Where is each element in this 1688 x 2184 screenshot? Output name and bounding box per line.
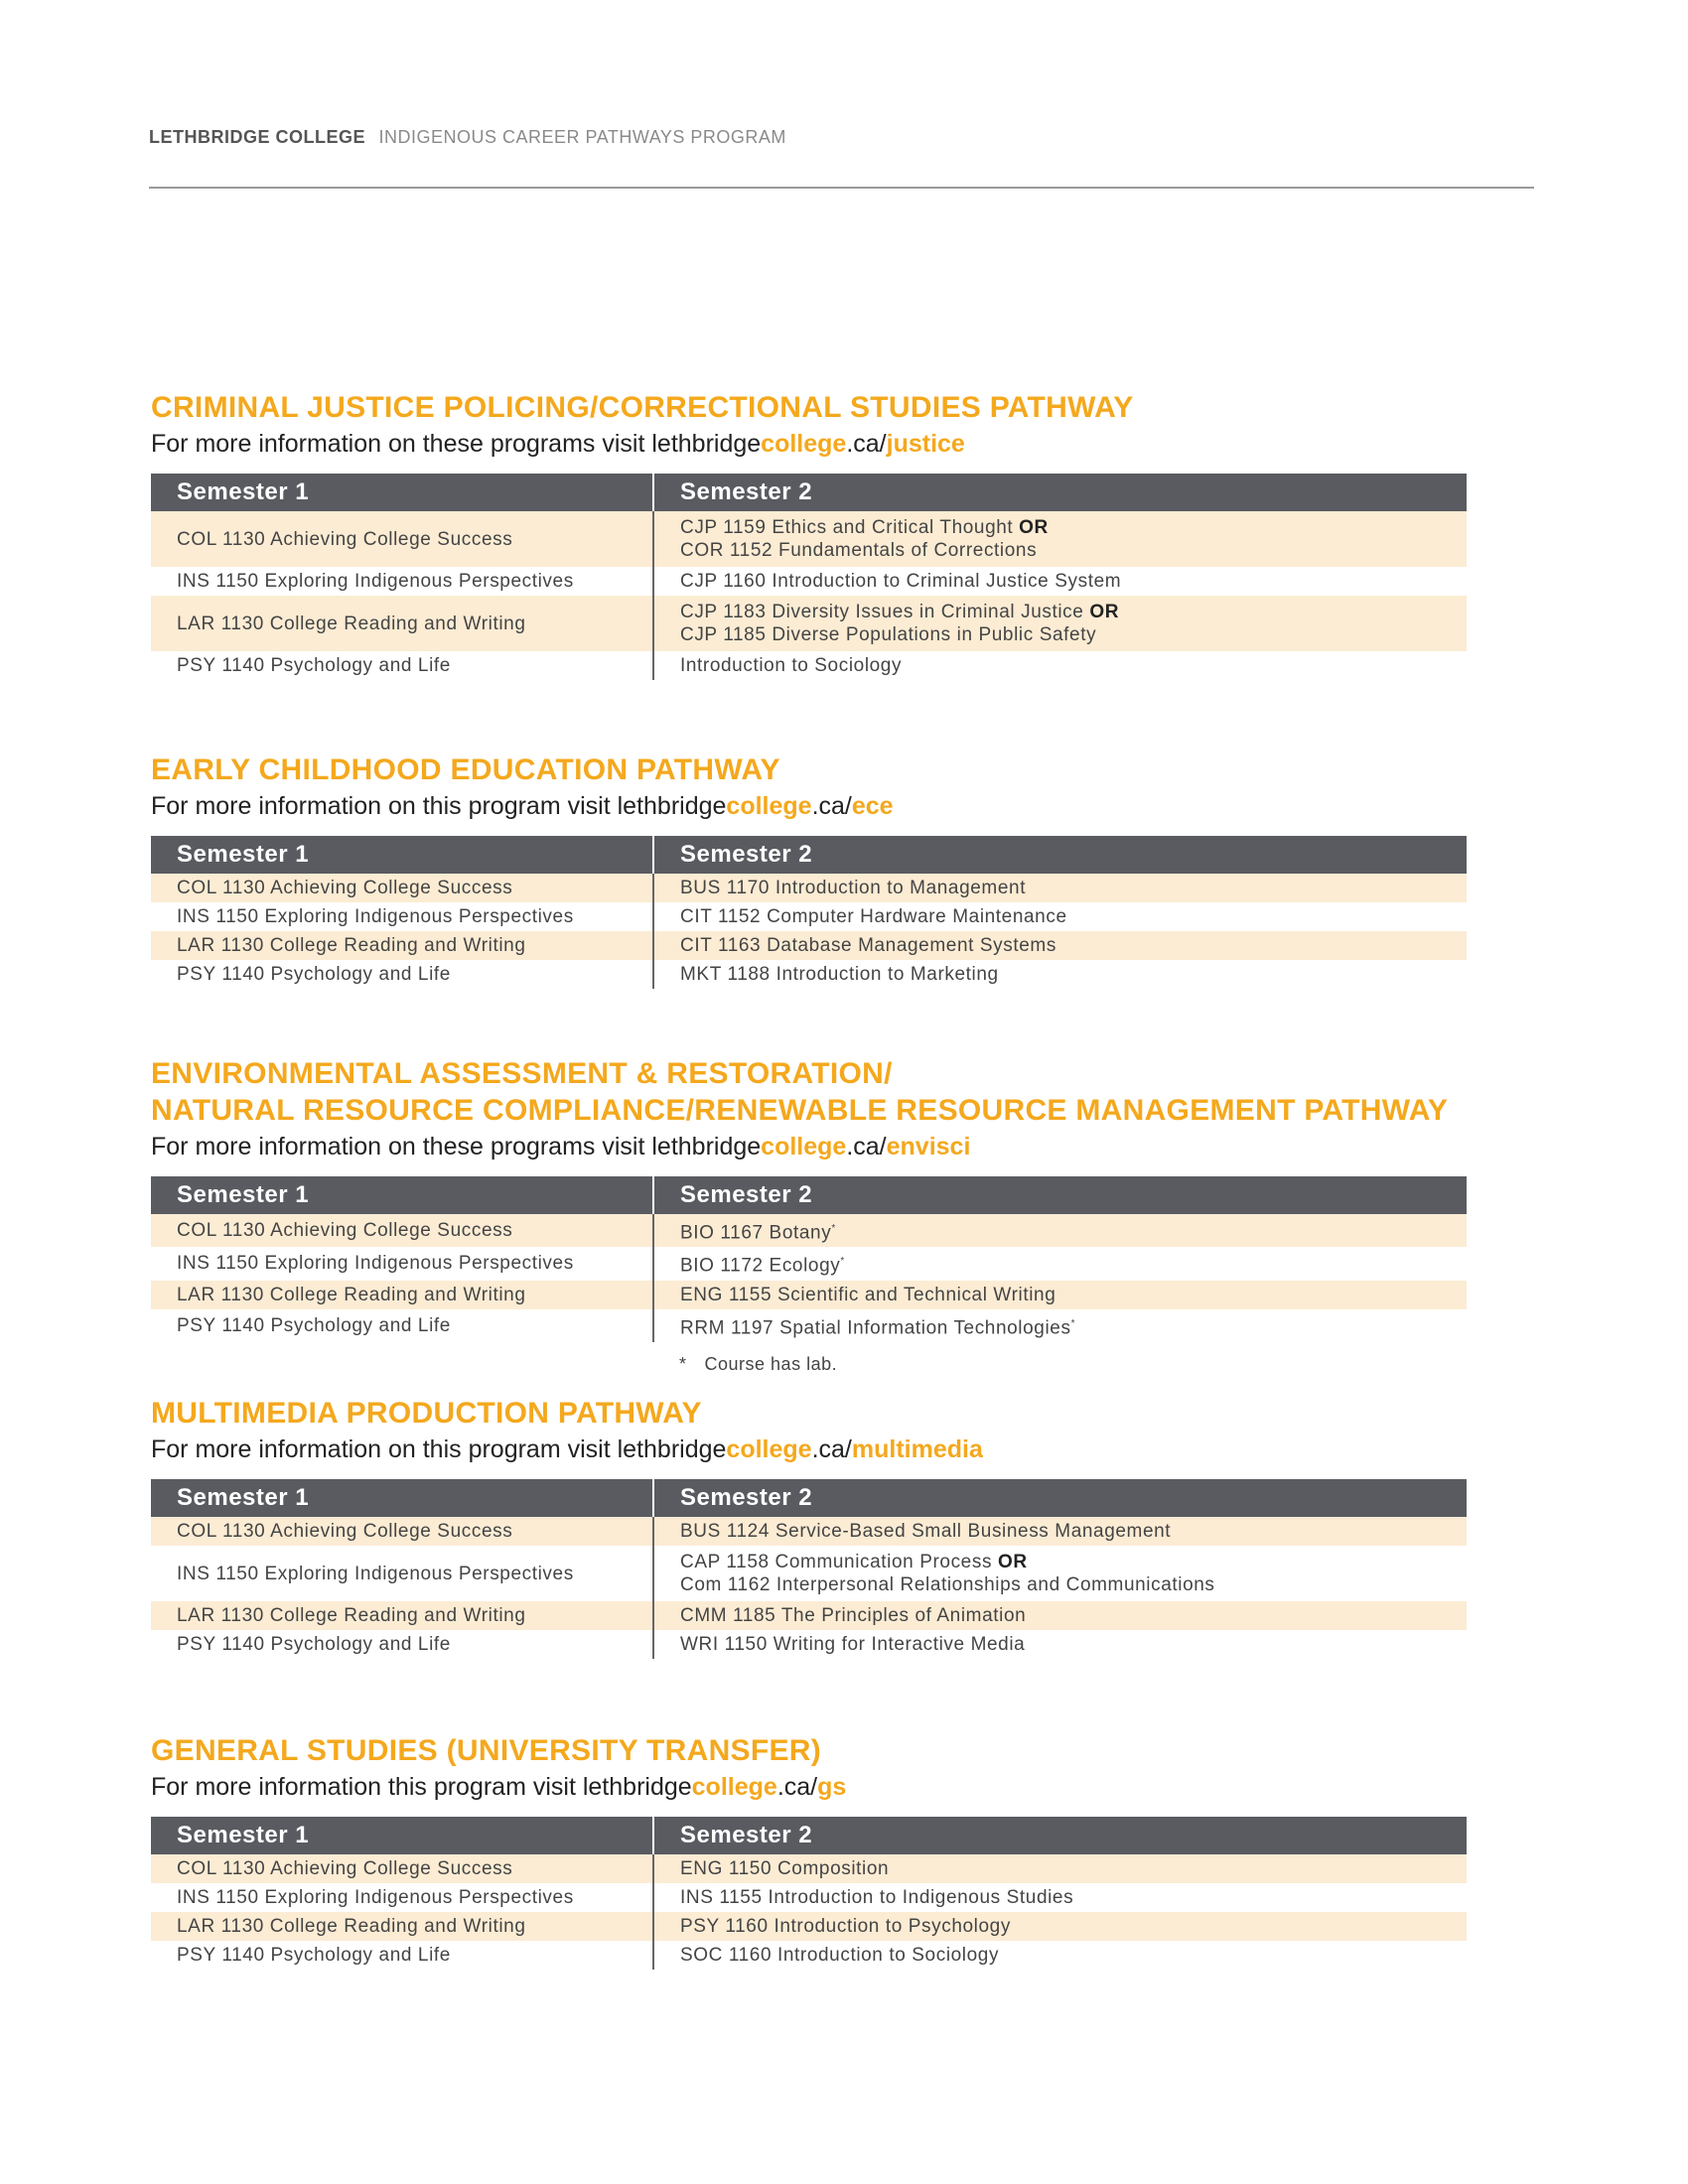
info-domain: .ca/ (846, 1133, 887, 1160)
table-row (151, 960, 1467, 989)
schedule-table (151, 474, 1467, 680)
table-row (151, 902, 1467, 931)
table-row (151, 511, 1467, 567)
table-row (151, 1281, 1467, 1309)
sem2-course (653, 511, 1467, 567)
lab-marker: * (1070, 1317, 1076, 1329)
course-option-b: COR 1152 Fundamentals of Corrections (680, 540, 1038, 561)
table-header-row (151, 474, 1467, 511)
section-info (151, 1433, 1541, 1465)
sem2-course (653, 1546, 1467, 1601)
course-option-b: CJP 1185 Diverse Populations in Public Safety (680, 624, 1097, 645)
or-label: OR (997, 1552, 1028, 1572)
lab-footnote (679, 1354, 1541, 1375)
section-environmental (151, 1055, 1541, 1375)
page-header (149, 127, 786, 148)
table-row (151, 1630, 1467, 1659)
header-program: INDIGENOUS CAREER PATHWAYS PROGRAM (378, 127, 786, 147)
info-text: For more information on this program visit lethbridge (151, 792, 727, 820)
section-multimedia (151, 1395, 1541, 1659)
table-row (151, 1912, 1467, 1941)
table-row (151, 1517, 1467, 1546)
info-link-gs[interactable]: gs (817, 1773, 847, 1801)
table-row (151, 1601, 1467, 1630)
table-header-row (151, 1176, 1467, 1214)
semester-1-header: Semester 1 (151, 474, 653, 511)
course-option-b: Com 1162 Interpersonal Relationships and Communications (680, 1574, 1215, 1595)
table-row (151, 567, 1467, 596)
sem1-course: PSY 1140 Psychology and Life (177, 964, 451, 985)
sem2-course: Introduction to Sociology (653, 651, 1467, 680)
semester-2-header: Semester 2 (653, 474, 1467, 511)
table-row (151, 1854, 1467, 1883)
info-text: For more information on these programs visit lethbridge (151, 1133, 762, 1160)
sem2-course: CJP 1160 Introduction to Criminal Justice System (653, 567, 1467, 596)
table-header-row (151, 836, 1467, 874)
info-domain: .ca/ (776, 1773, 818, 1801)
table-row (151, 1883, 1467, 1912)
course-option-a: CJP 1183 Diversity Issues in Criminal Justice (680, 602, 1084, 622)
course-option-a: CAP 1158 Communication Process (680, 1552, 993, 1572)
section-title: GENERAL STUDIES (UNIVERSITY TRANSFER) (151, 1734, 822, 1767)
table-row (151, 1546, 1467, 1601)
table-header-row (151, 1817, 1467, 1854)
header-college: LETHBRIDGE COLLEGE (149, 127, 366, 147)
sem2-course: PSY 1160 Introduction to Psychology (653, 1912, 1467, 1941)
sem1-course: LAR 1130 College Reading and Writing (151, 596, 653, 651)
semester-2-header: Semester 2 (653, 836, 1467, 874)
section-info (151, 428, 1541, 460)
sem2-course: INS 1155 Introduction to Indigenous Studies (653, 1883, 1467, 1912)
sem2-course: CMM 1185 The Principles of Animation (653, 1601, 1467, 1630)
header-rule (149, 187, 1534, 189)
table-row (151, 1247, 1467, 1280)
semester-1-header: Semester 1 (151, 1176, 653, 1214)
schedule-table (151, 1817, 1467, 1970)
course-option-a: CJP 1159 Ethics and Critical Thought (680, 517, 1014, 538)
info-link-justice[interactable]: justice (886, 430, 965, 458)
sem1-course: COL 1130 Achieving College Success (151, 511, 653, 567)
sem1-course: PSY 1140 Psychology and Life (177, 1945, 451, 1966)
info-highlight: college (726, 792, 812, 820)
table-row (151, 1309, 1467, 1342)
table-row (151, 1214, 1467, 1247)
sem1-course: PSY 1140 Psychology and Life (177, 655, 451, 676)
section-title: MULTIMEDIA PRODUCTION PATHWAY (151, 1397, 702, 1430)
section-early-childhood (151, 751, 1541, 989)
sem1-course: INS 1150 Exploring Indigenous Perspectives (177, 1887, 574, 1908)
info-domain: .ca/ (846, 430, 887, 458)
sem2-course: BUS 1170 Introduction to Management (653, 874, 1467, 902)
info-link-multimedia[interactable]: multimedia (851, 1435, 983, 1463)
section-title: CRIMINAL JUSTICE POLICING/CORRECTIONAL STUDIES PATHWAY (151, 391, 1134, 424)
section-info (151, 1131, 1541, 1162)
sem1-course: INS 1150 Exploring Indigenous Perspectives (177, 1563, 574, 1584)
course-name: RRM 1197 Spatial Information Technologies (680, 1316, 1071, 1338)
table-row (151, 596, 1467, 651)
section-title: EARLY CHILDHOOD EDUCATION PATHWAY (151, 753, 780, 786)
section-title-line-1: ENVIRONMENTAL ASSESSMENT & RESTORATION/ (151, 1057, 893, 1090)
sem1-course: LAR 1130 College Reading and Writing (151, 1601, 653, 1630)
section-general-studies (151, 1732, 1541, 1970)
sem1-course: INS 1150 Exploring Indigenous Perspectives (177, 571, 574, 592)
section-info (151, 1771, 1541, 1803)
sem2-course (653, 1247, 1467, 1280)
info-link-envisci[interactable]: envisci (886, 1133, 971, 1160)
sem2-course: SOC 1160 Introduction to Sociology (653, 1941, 1467, 1970)
sem2-course: ENG 1155 Scientific and Technical Writing (653, 1281, 1467, 1309)
schedule-table (151, 836, 1467, 989)
sem1-course: COL 1130 Achieving College Success (151, 1214, 653, 1247)
semester-1-header: Semester 1 (151, 1817, 653, 1854)
section-criminal-justice (151, 389, 1541, 680)
sem1-course: COL 1130 Achieving College Success (151, 1517, 653, 1546)
sem2-course (653, 1309, 1467, 1342)
sem2-course (653, 596, 1467, 651)
sem2-course: WRI 1150 Writing for Interactive Media (653, 1630, 1467, 1659)
info-highlight: college (691, 1773, 777, 1801)
sem2-course: MKT 1188 Introduction to Marketing (653, 960, 1467, 989)
footnote-star: * (679, 1353, 687, 1374)
or-label: OR (1019, 517, 1049, 538)
sem2-course: ENG 1150 Composition (653, 1854, 1467, 1883)
section-info (151, 790, 1541, 822)
table-row (151, 931, 1467, 960)
info-domain: .ca/ (811, 1435, 852, 1463)
sem2-course: CIT 1152 Computer Hardware Maintenance (653, 902, 1467, 931)
info-text: For more information on these programs visit lethbridge (151, 430, 762, 458)
sem1-course: PSY 1140 Psychology and Life (177, 1634, 451, 1655)
sem1-course: COL 1130 Achieving College Success (151, 874, 653, 902)
info-highlight: college (761, 1133, 847, 1160)
semester-1-header: Semester 1 (151, 1479, 653, 1517)
course-name: BIO 1172 Ecology (680, 1255, 841, 1277)
info-highlight: college (761, 430, 847, 458)
info-domain: .ca/ (811, 792, 852, 820)
sem2-course (653, 1214, 1467, 1247)
semester-1-header: Semester 1 (151, 836, 653, 874)
info-link-ece[interactable]: ece (851, 792, 894, 820)
schedule-table (151, 1176, 1467, 1342)
info-text: For more information on this program visit lethbridge (151, 1435, 727, 1463)
sem2-course: BUS 1124 Service-Based Small Business Management (653, 1517, 1467, 1546)
semester-2-header: Semester 2 (653, 1479, 1467, 1517)
semester-2-header: Semester 2 (653, 1176, 1467, 1214)
sem1-course: INS 1150 Exploring Indigenous Perspectives (177, 1253, 574, 1275)
sem1-course: PSY 1140 Psychology and Life (177, 1314, 451, 1336)
section-title-line-2: NATURAL RESOURCE COMPLIANCE/RENEWABLE RESOURCE MANAGEMENT PATHWAY (151, 1094, 1449, 1127)
info-text: For more information this program visit lethbridge (151, 1773, 692, 1801)
course-name: BIO 1167 Botany (680, 1222, 832, 1244)
schedule-table (151, 1479, 1467, 1659)
table-row (151, 1941, 1467, 1970)
sem1-course: LAR 1130 College Reading and Writing (151, 1281, 653, 1309)
info-highlight: college (726, 1435, 812, 1463)
semester-2-header: Semester 2 (653, 1817, 1467, 1854)
sem1-course: INS 1150 Exploring Indigenous Perspectives (177, 906, 574, 927)
table-header-row (151, 1479, 1467, 1517)
footnote-text: Course has lab. (704, 1353, 838, 1374)
sem1-course: LAR 1130 College Reading and Writing (151, 1912, 653, 1941)
or-label: OR (1089, 602, 1120, 622)
sem1-course: COL 1130 Achieving College Success (151, 1854, 653, 1883)
sem1-course: LAR 1130 College Reading and Writing (151, 931, 653, 960)
lab-marker: * (840, 1256, 845, 1268)
table-row (151, 651, 1467, 680)
lab-marker: * (831, 1223, 836, 1234)
table-row (151, 874, 1467, 902)
sem2-course: CIT 1163 Database Management Systems (653, 931, 1467, 960)
